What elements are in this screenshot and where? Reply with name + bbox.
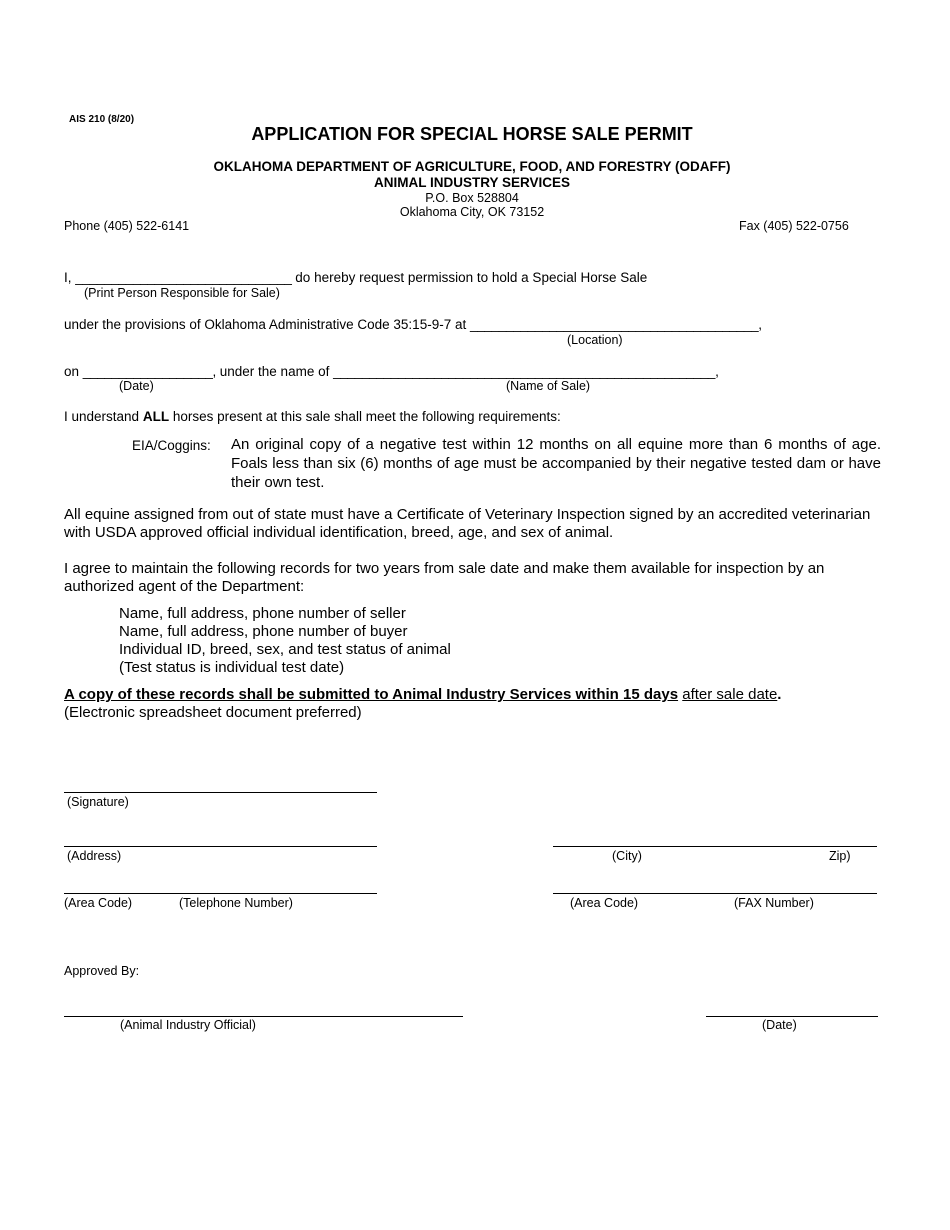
list-item: Name, full address, phone number of seller [119,605,406,622]
fax-number-caption: (FAX Number) [734,896,814,910]
location-field[interactable]: ________________________________________, [469,317,762,332]
agency-division: ANIMAL INDUSTRY SERVICES [373,175,571,190]
location-caption: (Location) [567,333,623,347]
intro-pre: I understand [64,409,140,424]
out-of-state-text: All equine assigned from out of state must have a Certificate of Veterinary Inspection signed by an accredited veterinarian with USDA approved official individual identification, breed, age, and sex of animal. [64,506,871,541]
list-item: Name, full address, phone number of buyer [119,623,408,640]
approval-date-caption: (Date) [762,1018,797,1032]
intro-post: horses present at this sale shall meet the following requirements: [172,409,561,424]
list-item: Individual ID, breed, sex, and test status of animal [119,641,451,658]
page-title: APPLICATION FOR SPECIAL HORSE SALE PERMIT [251,124,693,144]
agency-fax: Fax (405) 522-0756 [739,219,849,233]
eia-label: EIA/Coggins: [132,438,211,453]
city-zip-line[interactable] [553,846,877,847]
fax-area-code-caption: (Area Code) [570,896,639,910]
agency-city: Oklahoma City, OK 73152 [399,205,545,219]
request-line-3 [64,364,719,379]
records-list [119,605,451,677]
on-prefix: on [64,364,80,379]
address-caption: (Address) [67,849,122,863]
request-text: do hereby request permission to hold a Special Horse Sale [295,270,648,285]
sale-date-field[interactable]: __________________, [82,364,216,379]
submission-bold: A copy of these records shall be submitted to Animal Industry Services within 15 days [64,686,679,703]
intro-bold: ALL [142,409,170,424]
zip-caption: Zip) [829,849,851,863]
agency-po-box: P.O. Box 528804 [425,191,519,205]
signature-line[interactable] [64,792,377,793]
official-caption: (Animal Industry Official) [120,1018,256,1032]
telephone-caption: (Telephone Number) [179,896,293,910]
under-name-text: under the name of [219,364,330,379]
submission-notice [64,686,781,703]
address-line[interactable] [64,846,377,847]
agency-phone: Phone (405) 522-6141 [64,219,190,233]
date-caption: (Date) [119,379,154,393]
person-responsible-field[interactable]: ______________________________ [75,270,292,285]
provisions-text: under the provisions of Oklahoma Administrative Code 35:15-9-7 at [64,317,467,332]
signature-caption: (Signature) [67,795,129,809]
approved-by-label: Approved By: [64,964,140,978]
phone-area-code-caption: (Area Code) [64,896,133,910]
telephone-line[interactable] [64,893,377,894]
approval-date-line[interactable] [706,1016,878,1017]
fax-line[interactable] [553,893,877,894]
request-line-1 [64,270,647,285]
request-line-2 [64,317,762,332]
list-item: (Test status is individual test date) [119,659,345,676]
requirements-intro [64,409,561,424]
spreadsheet-note: (Electronic spreadsheet document preferred) [64,704,362,721]
agency-name: OKLAHOMA DEPARTMENT OF AGRICULTURE, FOOD, AND FORESTRY (ODAFF) [213,159,731,174]
sale-name-caption: (Name of Sale) [506,379,591,393]
person-caption: (Print Person Responsible for Sale) [84,286,280,300]
submission-plain: after sale date [682,686,778,703]
eia-text: An original copy of a negative test within 12 months on all equine more than 6 months of age. Foals less than six (6) months of age must be accompanied by their negative tested dam or have their own test. [231,436,881,491]
city-caption: (City) [612,849,642,863]
sale-name-field[interactable]: _____________________________________________________, [333,364,719,379]
form-id: AIS 210 (8/20) [69,114,135,125]
submission-period: . [777,686,782,703]
official-signature-line[interactable] [64,1016,463,1017]
records-agreement: I agree to maintain the following records for two years from sale date and make them available for inspection by an authorized agent of the Department: [64,560,825,595]
i-prefix: I, [64,270,72,285]
